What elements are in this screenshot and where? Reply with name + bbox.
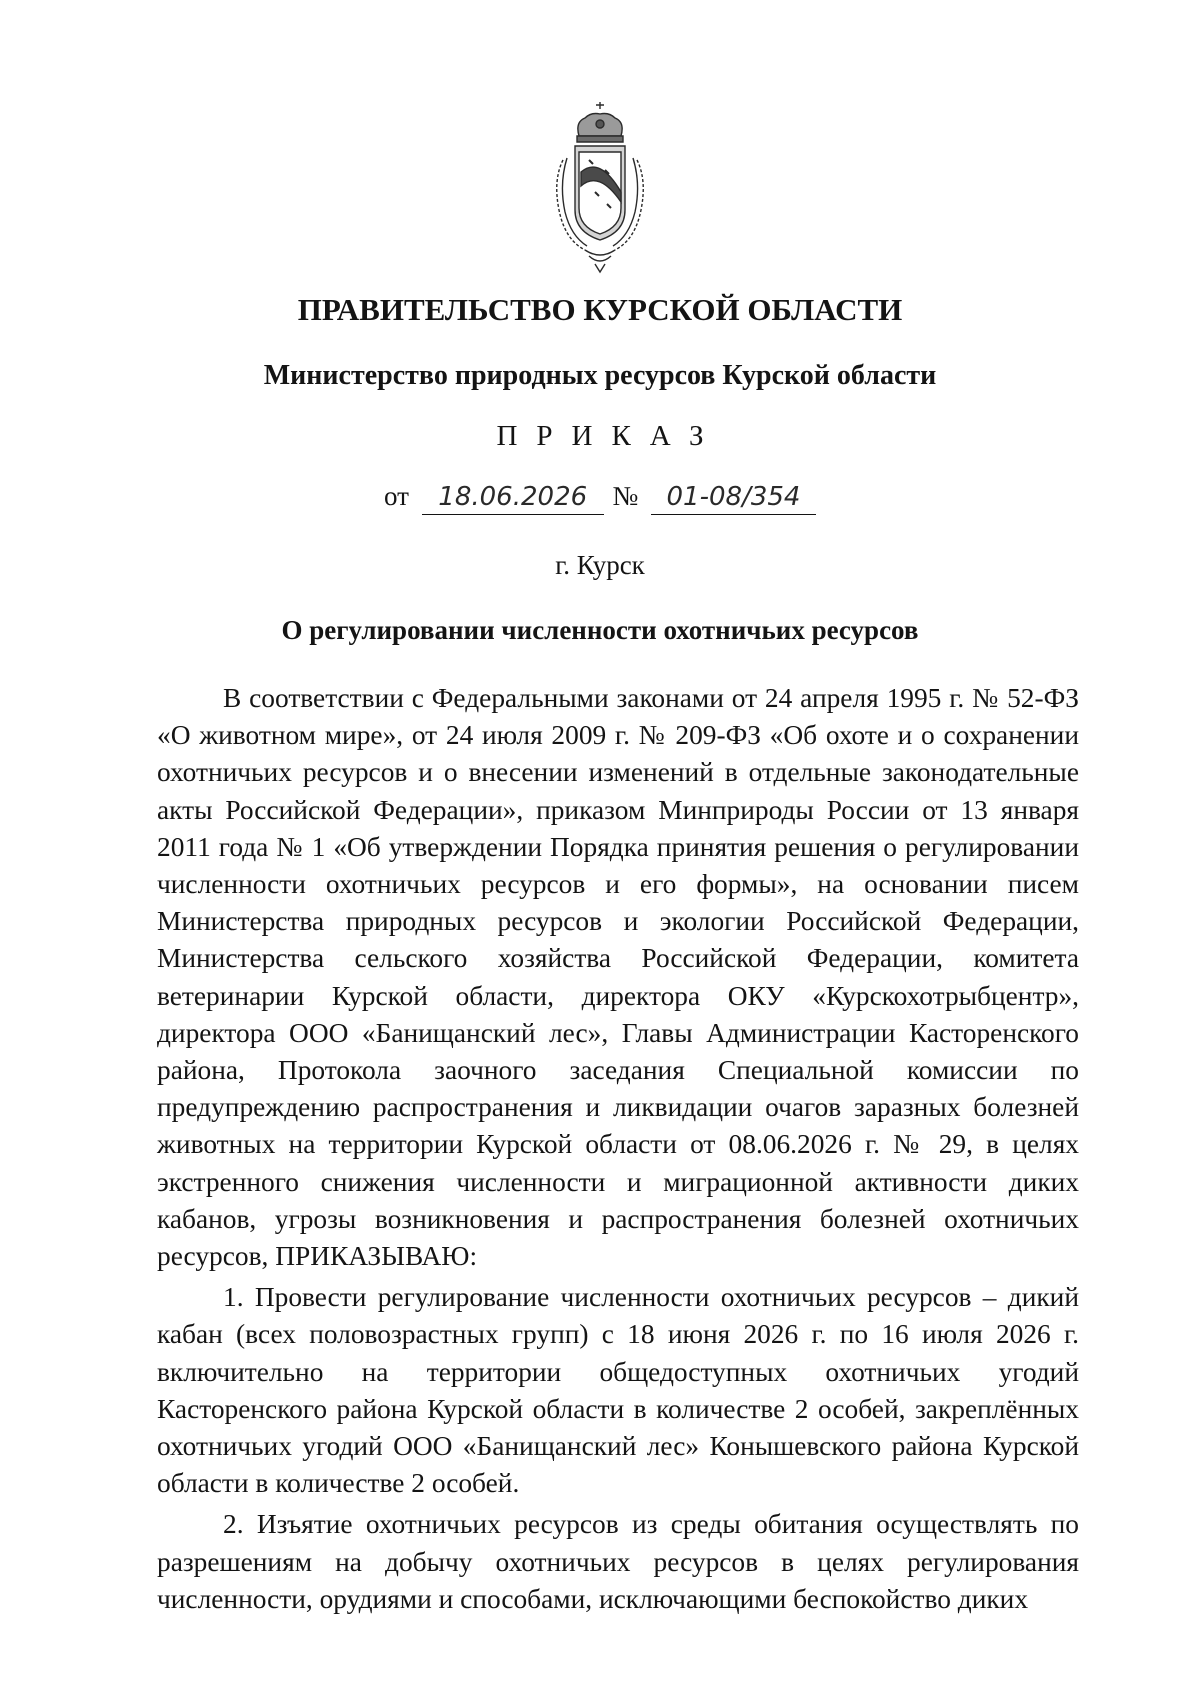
preamble-paragraph: В соответствии с Федеральными законами от 24 апреля 1995 г. № 52-ФЗ «О животном мире», от 24 июля 2009 г. № 209-ФЗ «Об охоте и о сохранении охотничьих ресурсов и о внесении изменений в отдельные законодательные акты Российской Федерации», приказом Минприроды России от 13 января 2011 года № 1 «Об утверждении Порядка принятия решения о регулировании численности охотничьих ресурсов и его формы», на основании писем Министерства природных ресурсов и экологии Российской Федерации, Министерства сельского хозяйства Российской Федерации, комитета ветеринарии Курской области, директора ОКУ «Курскохотрыбцентр», директора ООО «Банищанский лес», Главы Администрации Касторенского района, Протокола заочного заседания Специальной комиссии по предупреждению распространения и ликвидации очагов заразных болезней животных на территории Курской области от 08.06.2026 г. № 29, в целях экстренного снижения численности и миграционной активности диких кабанов, угрозы возникновения и распространения болезней охотничьих ресурсов, ПРИКАЗЫВАЮ:: [157, 683, 1079, 1272]
order-date-number-line: [0, 480, 1200, 515]
ministry-name: Министерство природных ресурсов Курской области: [263, 360, 937, 391]
order-number-handwritten: 01-08/354: [651, 480, 816, 515]
order-subject: О регулировании численности охотничьих ресурсов: [281, 615, 919, 645]
date-prefix: от: [384, 481, 409, 511]
order-body: [157, 680, 1079, 1618]
government-title: ПРАВИТЕЛЬСТВО КУРСКОЙ ОБЛАСТИ: [297, 292, 903, 327]
number-prefix: №: [612, 481, 639, 511]
city: г. Курск: [555, 550, 645, 580]
order-date-handwritten: 18.06.2026: [422, 480, 604, 515]
order-item-2: 2. Изъятие охотничьих ресурсов из среды обитания осуществлять по разрешениям на добычу охотничьих ресурсов в целях регулирования численности, орудиями и способами, исключающими беспокойство диких: [157, 1509, 1079, 1614]
kursk-coat-of-arms-icon: [545, 100, 655, 275]
document-type: ПРИКАЗ: [496, 420, 723, 452]
order-item-1: 1. Провести регулирование численности охотничьих ресурсов – дикий кабан (всех половозрастных групп) с 18 июня 2026 г. по 16 июля 2026 г. включительно на территории общедоступных охотничьих угодий Касторенского района Курской области в количестве 2 особей, закреплённых охотничьих угодий ООО «Банищанский лес» Конышевского района Курской области в количестве 2 особей.: [157, 1282, 1079, 1499]
